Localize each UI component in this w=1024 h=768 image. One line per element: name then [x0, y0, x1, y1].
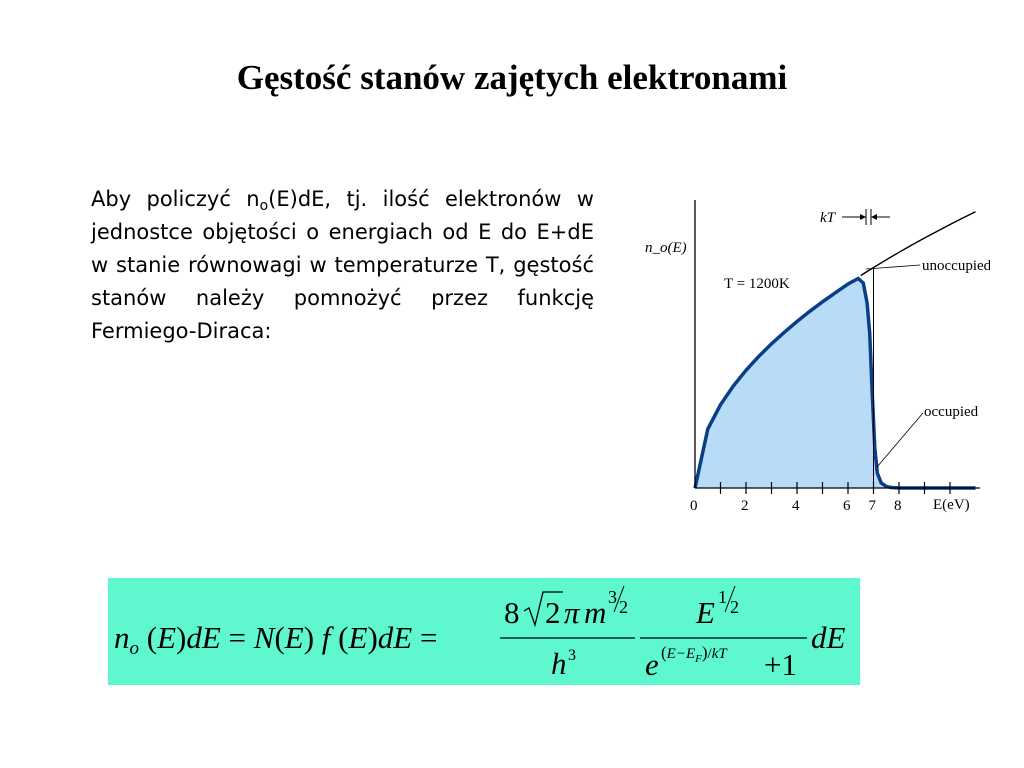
x-tick-label: 0	[690, 498, 698, 514]
mass-symbol: m	[584, 595, 607, 630]
kt-arrowhead-left	[860, 214, 866, 220]
h-exponent: 3	[568, 647, 576, 664]
y-axis-label: n_o(E)	[645, 240, 687, 256]
occupied-pointer	[877, 413, 923, 467]
paragraph-subscript: o	[259, 198, 269, 214]
kt-arrowhead-right	[871, 214, 877, 220]
body-paragraph	[91, 183, 594, 348]
x-axis-label: E(eV)	[933, 497, 970, 513]
plus-one: +1	[764, 647, 797, 682]
unoccupied-label: unoccupied	[922, 258, 990, 274]
exponent-3-2: 3	[608, 587, 617, 607]
occupied-label: occupied	[924, 404, 979, 420]
pi-symbol: π	[564, 595, 580, 630]
exponent-2b: 2	[730, 597, 739, 617]
exp-argument: $(E-E_F)/kT$	[661, 643, 727, 665]
paragraph-part-2: (E)dE, tj. ilość elektronów w jednostce objętości o energiach od E do E+dE w stanie równowagi w temperaturze T, gęstość stanów należy pomnożyć przez funkcję Fermiego-Diraca:	[91, 187, 594, 343]
formula-lhs: no (E)dE = N(E) f (E)dE =	[114, 620, 438, 659]
temperature-label: T = 1200K	[724, 276, 790, 292]
sqrt-radicand: 2	[545, 595, 561, 630]
denominator-1: h	[551, 646, 567, 681]
x-tick-label: 6	[843, 498, 851, 514]
numerator-2: E	[696, 595, 715, 630]
exponent-2: 2	[619, 597, 628, 617]
numerator-1: 8	[504, 595, 520, 630]
x-tick-label: 7	[868, 498, 876, 514]
fermi-dirac-chart	[640, 185, 990, 525]
formula-de: dE	[811, 620, 846, 655]
paragraph-part-1: Aby policzyć n	[91, 187, 260, 211]
exponent-1-2: 1	[718, 587, 727, 607]
x-tick-label: 4	[792, 498, 800, 514]
denominator-2: e	[645, 647, 659, 682]
x-tick-label: 2	[741, 498, 749, 514]
kt-label: kT	[820, 210, 835, 226]
fermi-dirac-formula	[108, 578, 860, 685]
x-tick-label: 8	[894, 498, 902, 514]
slide-title: Gęstość stanów zajętych elektronami	[236, 58, 788, 97]
